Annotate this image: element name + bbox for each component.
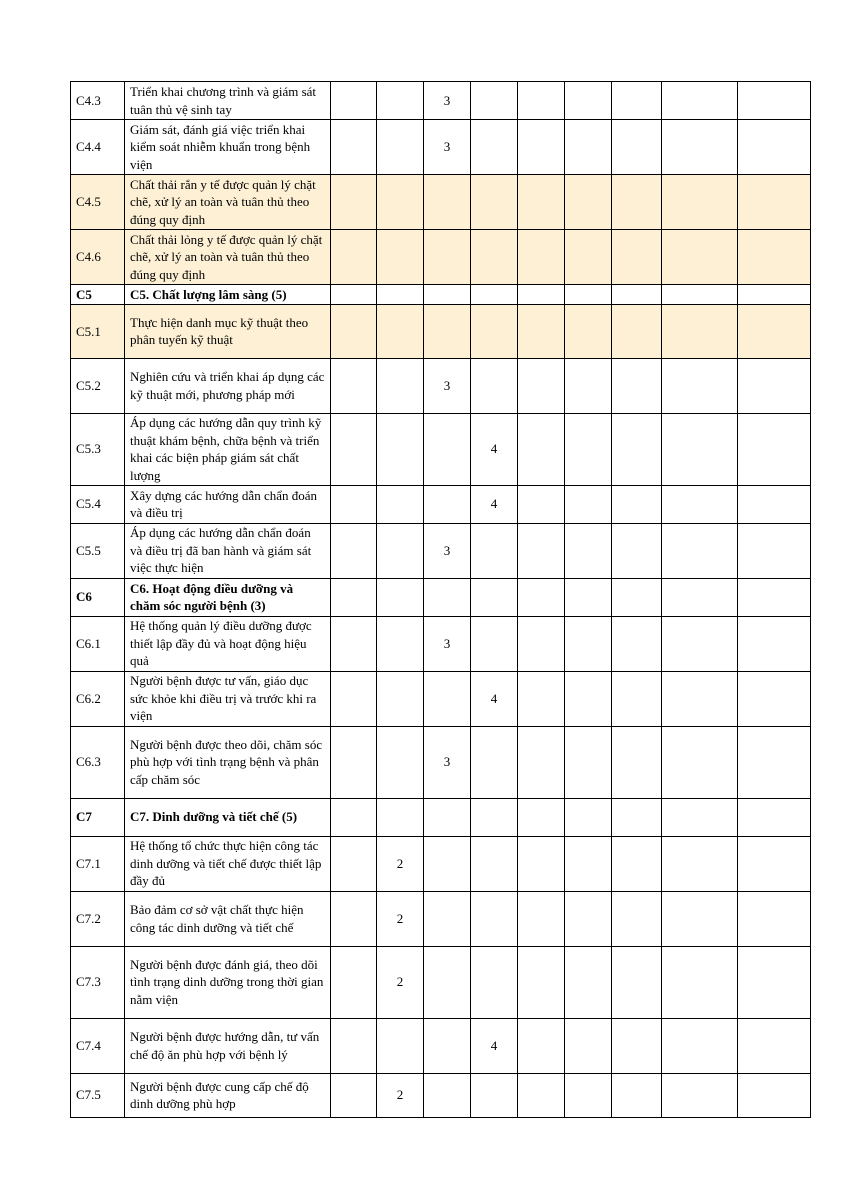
score-cell	[612, 230, 662, 285]
score-cell	[377, 578, 424, 616]
score-cell	[612, 485, 662, 523]
table-body	[71, 82, 811, 1118]
score-cell	[331, 285, 377, 305]
score-cell	[518, 413, 565, 485]
score-cell	[424, 946, 471, 1018]
criterion-description: Áp dụng các hướng dẫn quy trình kỹ thuật khám bệnh, chữa bệnh và triển khai các biện pháp giám sát chất lượng	[125, 413, 331, 485]
score-cell	[518, 616, 565, 671]
score-cell	[518, 836, 565, 891]
score-cell	[662, 175, 738, 230]
score-cell	[331, 616, 377, 671]
score-cell	[662, 413, 738, 485]
score-cell	[565, 523, 612, 578]
score-cell	[565, 485, 612, 523]
table-row	[71, 305, 811, 359]
criterion-code: C4.5	[71, 175, 125, 230]
score-cell	[738, 285, 811, 305]
score-cell	[662, 671, 738, 726]
criterion-description: Áp dụng các hướng dẫn chẩn đoán và điều trị đã ban hành và giám sát việc thực hiện	[125, 523, 331, 578]
criterion-code: C4.6	[71, 230, 125, 285]
criterion-description: Xây dựng các hướng dẫn chẩn đoán và điều trị	[125, 485, 331, 523]
criterion-code: C4.4	[71, 120, 125, 175]
score-cell	[471, 230, 518, 285]
score-cell: 2	[377, 1073, 424, 1117]
assessment-table	[70, 81, 811, 1118]
criterion-description: Người bệnh được theo dõi, chăm sóc phù hợp với tình trạng bệnh và phân cấp chăm sóc	[125, 726, 331, 798]
criterion-description: Triển khai chương trình và giám sát tuân thủ vệ sinh tay	[125, 82, 331, 120]
score-cell	[424, 798, 471, 836]
score-cell	[565, 175, 612, 230]
score-cell	[738, 891, 811, 946]
score-cell	[612, 1018, 662, 1073]
criterion-code: C7.3	[71, 946, 125, 1018]
score-cell	[612, 616, 662, 671]
score-cell	[518, 523, 565, 578]
score-cell: 2	[377, 836, 424, 891]
score-cell	[565, 616, 612, 671]
score-cell	[331, 82, 377, 120]
score-cell	[518, 82, 565, 120]
score-cell	[331, 946, 377, 1018]
score-cell	[471, 798, 518, 836]
score-cell: 3	[424, 616, 471, 671]
criterion-description: Giám sát, đánh giá việc triển khai kiểm soát nhiễm khuẩn trong bệnh viện	[125, 120, 331, 175]
score-cell	[612, 726, 662, 798]
score-cell	[331, 578, 377, 616]
score-cell	[565, 120, 612, 175]
score-cell	[331, 305, 377, 359]
score-cell	[377, 358, 424, 413]
criterion-description: Thực hiện danh mục kỹ thuật theo phân tuyến kỹ thuật	[125, 305, 331, 359]
score-cell	[377, 671, 424, 726]
score-cell	[518, 285, 565, 305]
table-row	[71, 578, 811, 616]
table-row	[71, 175, 811, 230]
score-cell	[612, 578, 662, 616]
score-cell	[424, 671, 471, 726]
criterion-description: Người bệnh được tư vấn, giáo dục sức khỏe khi điều trị và trước khi ra viện	[125, 671, 331, 726]
score-cell: 4	[471, 485, 518, 523]
score-cell	[331, 230, 377, 285]
score-cell	[471, 305, 518, 359]
score-cell	[565, 1073, 612, 1117]
score-cell	[565, 726, 612, 798]
score-cell	[518, 120, 565, 175]
table-row	[71, 523, 811, 578]
score-cell	[518, 578, 565, 616]
score-cell	[331, 671, 377, 726]
score-cell	[612, 120, 662, 175]
table-row	[71, 1018, 811, 1073]
criterion-code: C7.5	[71, 1073, 125, 1117]
score-cell	[662, 305, 738, 359]
score-cell	[565, 1018, 612, 1073]
table-row	[71, 358, 811, 413]
criterion-description: Người bệnh được cung cấp chế độ dinh dưỡng phù hợp	[125, 1073, 331, 1117]
score-cell	[662, 1073, 738, 1117]
score-cell	[331, 836, 377, 891]
score-cell	[377, 82, 424, 120]
score-cell	[377, 413, 424, 485]
score-cell	[662, 230, 738, 285]
table-row	[71, 836, 811, 891]
score-cell	[662, 358, 738, 413]
score-cell	[565, 413, 612, 485]
score-cell	[331, 175, 377, 230]
table-row	[71, 798, 811, 836]
score-cell	[377, 726, 424, 798]
score-cell	[565, 305, 612, 359]
criterion-code: C6.3	[71, 726, 125, 798]
score-cell	[377, 523, 424, 578]
score-cell	[424, 175, 471, 230]
criterion-code: C6	[71, 578, 125, 616]
score-cell	[612, 523, 662, 578]
table-row	[71, 726, 811, 798]
score-cell	[424, 413, 471, 485]
score-cell: 3	[424, 523, 471, 578]
score-cell: 3	[424, 726, 471, 798]
score-cell	[662, 891, 738, 946]
score-cell	[518, 175, 565, 230]
score-cell	[331, 891, 377, 946]
criterion-code: C7	[71, 798, 125, 836]
score-cell	[565, 230, 612, 285]
score-cell	[377, 230, 424, 285]
score-cell	[662, 485, 738, 523]
score-cell	[424, 578, 471, 616]
score-cell	[424, 305, 471, 359]
score-cell	[331, 1073, 377, 1117]
table-row	[71, 616, 811, 671]
score-cell	[471, 836, 518, 891]
criterion-code: C5	[71, 285, 125, 305]
criterion-description: Chất thải lỏng y tế được quản lý chặt chẽ, xử lý an toàn và tuân thủ theo đúng quy định	[125, 230, 331, 285]
score-cell	[738, 1018, 811, 1073]
score-cell	[471, 946, 518, 1018]
score-cell	[471, 523, 518, 578]
score-cell	[662, 836, 738, 891]
score-cell	[518, 485, 565, 523]
criterion-code: C5.5	[71, 523, 125, 578]
score-cell	[738, 120, 811, 175]
criterion-description: Chất thải rắn y tế được quản lý chặt chẽ, xử lý an toàn và tuân thủ theo đúng quy định	[125, 175, 331, 230]
score-cell: 4	[471, 671, 518, 726]
score-cell	[377, 1018, 424, 1073]
score-cell	[518, 1073, 565, 1117]
criterion-code: C7.4	[71, 1018, 125, 1073]
score-cell	[424, 485, 471, 523]
score-cell	[518, 305, 565, 359]
table-row	[71, 120, 811, 175]
criterion-description: Người bệnh được đánh giá, theo dõi tình trạng dinh dưỡng trong thời gian nằm viện	[125, 946, 331, 1018]
criterion-code: C7.1	[71, 836, 125, 891]
score-cell	[518, 671, 565, 726]
score-cell	[331, 523, 377, 578]
table-row	[71, 413, 811, 485]
score-cell	[424, 836, 471, 891]
score-cell	[377, 175, 424, 230]
score-cell	[612, 305, 662, 359]
score-cell	[612, 891, 662, 946]
score-cell	[612, 358, 662, 413]
score-cell	[738, 305, 811, 359]
score-cell	[612, 836, 662, 891]
criterion-code: C6.1	[71, 616, 125, 671]
score-cell	[662, 578, 738, 616]
score-cell	[377, 120, 424, 175]
table-row	[71, 485, 811, 523]
score-cell	[662, 726, 738, 798]
score-cell	[377, 285, 424, 305]
criterion-description: Hệ thống quản lý điều dưỡng được thiết lập đầy đủ và hoạt động hiệu quả	[125, 616, 331, 671]
table-row	[71, 1073, 811, 1117]
table-row	[71, 285, 811, 305]
score-cell	[565, 82, 612, 120]
score-cell	[612, 798, 662, 836]
score-cell	[471, 120, 518, 175]
score-cell	[738, 798, 811, 836]
score-cell	[471, 616, 518, 671]
criterion-code: C4.3	[71, 82, 125, 120]
score-cell	[471, 285, 518, 305]
score-cell	[331, 120, 377, 175]
score-cell: 3	[424, 358, 471, 413]
score-cell	[331, 358, 377, 413]
score-cell	[738, 836, 811, 891]
criterion-description: C7. Dinh dưỡng và tiết chế (5)	[125, 798, 331, 836]
score-cell	[738, 946, 811, 1018]
criterion-description: Nghiên cứu và triển khai áp dụng các kỹ thuật mới, phương pháp mới	[125, 358, 331, 413]
score-cell	[424, 1073, 471, 1117]
score-cell	[662, 82, 738, 120]
score-cell	[565, 836, 612, 891]
table-row	[71, 82, 811, 120]
score-cell	[471, 175, 518, 230]
score-cell: 2	[377, 946, 424, 1018]
criterion-description: Người bệnh được hướng dẫn, tư vấn chế độ ăn phù hợp với bệnh lý	[125, 1018, 331, 1073]
score-cell	[471, 82, 518, 120]
score-cell	[738, 413, 811, 485]
score-cell	[738, 523, 811, 578]
score-cell	[565, 891, 612, 946]
score-cell	[424, 230, 471, 285]
score-cell	[612, 413, 662, 485]
criterion-description: C5. Chất lượng lâm sàng (5)	[125, 285, 331, 305]
criterion-code: C7.2	[71, 891, 125, 946]
criterion-code: C5.3	[71, 413, 125, 485]
score-cell	[738, 230, 811, 285]
score-cell	[612, 1073, 662, 1117]
score-cell	[565, 798, 612, 836]
score-cell	[738, 175, 811, 230]
score-cell	[612, 175, 662, 230]
score-cell	[662, 616, 738, 671]
score-cell	[612, 671, 662, 726]
score-cell	[331, 413, 377, 485]
score-cell: 4	[471, 413, 518, 485]
score-cell	[662, 946, 738, 1018]
score-cell	[518, 230, 565, 285]
score-cell	[662, 285, 738, 305]
score-cell	[662, 120, 738, 175]
score-cell	[612, 82, 662, 120]
score-cell	[738, 485, 811, 523]
criterion-code: C5.4	[71, 485, 125, 523]
score-cell	[377, 616, 424, 671]
score-cell	[612, 946, 662, 1018]
score-cell: 3	[424, 120, 471, 175]
score-cell	[518, 726, 565, 798]
score-cell	[518, 798, 565, 836]
score-cell	[518, 891, 565, 946]
score-cell	[662, 523, 738, 578]
score-cell	[738, 616, 811, 671]
score-cell	[377, 305, 424, 359]
table-row	[71, 891, 811, 946]
score-cell	[377, 798, 424, 836]
criterion-description: Hệ thống tổ chức thực hiện công tác dinh dưỡng và tiết chế được thiết lập đầy đủ	[125, 836, 331, 891]
score-cell	[471, 726, 518, 798]
score-cell	[518, 358, 565, 413]
score-cell	[331, 1018, 377, 1073]
table-row	[71, 946, 811, 1018]
criterion-description: Bảo đảm cơ sở vật chất thực hiện công tác dinh dưỡng và tiết chế	[125, 891, 331, 946]
score-cell: 3	[424, 82, 471, 120]
score-cell	[424, 285, 471, 305]
score-cell	[565, 671, 612, 726]
score-cell: 2	[377, 891, 424, 946]
score-cell	[331, 726, 377, 798]
score-cell	[518, 946, 565, 1018]
score-cell	[662, 798, 738, 836]
score-cell	[565, 285, 612, 305]
score-cell	[377, 485, 424, 523]
score-cell	[738, 358, 811, 413]
score-cell	[738, 1073, 811, 1117]
score-cell: 4	[471, 1018, 518, 1073]
score-cell	[424, 891, 471, 946]
score-cell	[565, 578, 612, 616]
score-cell	[331, 485, 377, 523]
criterion-description: C6. Hoạt động điều dưỡng và chăm sóc người bệnh (3)	[125, 578, 331, 616]
score-cell	[738, 578, 811, 616]
score-cell	[662, 1018, 738, 1073]
criterion-code: C6.2	[71, 671, 125, 726]
score-cell	[471, 358, 518, 413]
table-row	[71, 671, 811, 726]
score-cell	[471, 578, 518, 616]
score-cell	[565, 358, 612, 413]
criterion-code: C5.1	[71, 305, 125, 359]
score-cell	[331, 798, 377, 836]
score-cell	[518, 1018, 565, 1073]
score-cell	[471, 1073, 518, 1117]
criterion-code: C5.2	[71, 358, 125, 413]
table-row	[71, 230, 811, 285]
score-cell	[738, 671, 811, 726]
score-cell	[738, 726, 811, 798]
score-cell	[738, 82, 811, 120]
score-cell	[612, 285, 662, 305]
score-cell	[565, 946, 612, 1018]
score-cell	[471, 891, 518, 946]
score-cell	[424, 1018, 471, 1073]
